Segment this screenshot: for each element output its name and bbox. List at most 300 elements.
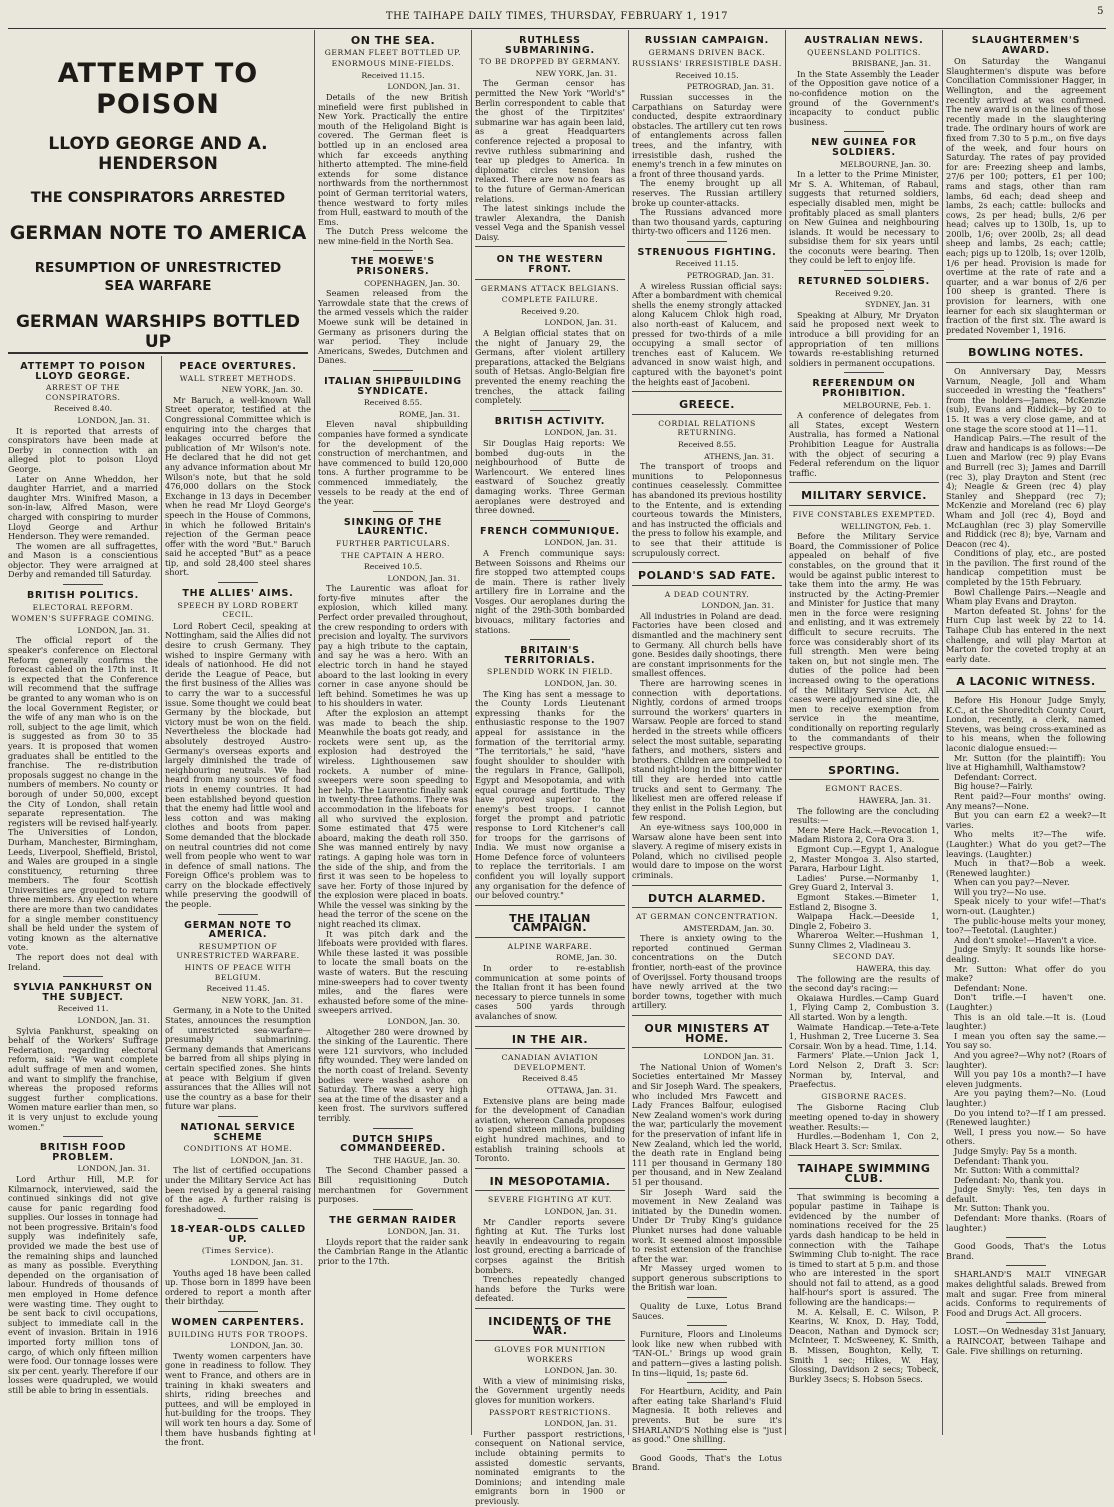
article-paragraph: There is anxiety owing to the reported continued German concentrations on the Dutch frontier, north-east of the province of Overijssel. Forty thousand troops have newly arrived at the two border towns, together with much artillery.	[632, 933, 782, 1011]
divider	[687, 241, 727, 242]
article-paragraph: In the State Assembly the Leader of the Opposition gave notice of a no-confidence motion on the ground of the Government's incapacity to conduct public business.	[789, 68, 939, 127]
subheadline: SEVERE FIGHTING AT KUT.	[487, 1195, 613, 1205]
banner-headlines	[8, 30, 308, 354]
divider	[218, 1311, 258, 1312]
headline: WOMEN CARPENTERS.	[171, 1317, 305, 1329]
column-rule	[628, 30, 629, 1435]
dialogue-line: Will you pay 10s a month?—I have eleven judgments.	[946, 1069, 1106, 1089]
dateline: MELBOURNE, Jan. 30.	[839, 159, 931, 169]
dateline: LONDON, Jan. 30.	[544, 679, 617, 689]
headline: NEW GUINEA FOR SOLDIERS.	[811, 137, 917, 158]
article-paragraph: The Gisborne Racing Club meeting opened to-day in showery weather. Results:—	[789, 1102, 939, 1132]
dialogue-line: The public-house melts your money, too?—Teetotal. (Laughter.)	[946, 915, 1106, 936]
section-box	[789, 757, 939, 781]
headline: STRENUOUS FIGHTING.	[637, 246, 777, 258]
column-rule	[314, 30, 315, 1435]
article-paragraph: The official report of the speaker's conference on Electoral Reform generally confirms the forecast cabled on the 17th inst. It is expected that the Conference will recommend that the suffrage be granted to any woman who is on the local Government Register, or the wife of any man who is on the roll, subject to the age limit, which is suggested as from 30 to 35 years. It is proposed that women graduates shall be entitled to the franchise. The re-distribution proposals suggest no change in the numbers of members. No county or borough of under 50,000, except the City of London, shall retain separate representation. The registers will be revised half-yearly. The Universities of London, Durham, Manchester, Birmingham, Leeds, Liverpool, Sheffield, Bristol, and Wales are grouped in a single constituency, returning three members. The four Scottish Universities are grouped to return three members. Any election where there are more than two candidates for a single member constituency shall be held under the system of voting known as the alternative vote.	[8, 635, 158, 953]
masthead-title: THE TAIHAPE DAILY TIMES, THURSDAY, FEBRUARY 1, 1917	[385, 11, 729, 22]
article-paragraph: Marton defeated St. Johns' for the Hurn Cup last week by 22 to 14. Taihape Club has entered in the next challenge, and will play Marton at Marton for the coveted trophy at an early date.	[946, 605, 1106, 664]
article-paragraph: The German censor has permitted the New York "World's" Berlin correspondent to cable that the ghost of the Tirpitzites' submarine war has again been laid, as a great Headquarters conference rejected a proposal to revive ruthless submarining and tear up pledges to America. In diplomatic circles tension has relaxed. There are now no fears as to the future of German-American relations.	[475, 78, 625, 204]
banner-line-2: LLOYD GEORGE AND A. HENDERSON	[48, 134, 268, 174]
banner-line-7: GERMAN WARSHIPS BOTTLED UP	[15, 312, 301, 352]
divider	[844, 270, 884, 271]
article-paragraph: A French communique says: Between Soissons and Rheims our fire stopped two attempted coups de main. There is rather lively artillery fire in Lorraine and the Vosges. Our aeroplanes during the night of the 29th-30th bombarded bivouacs, military factories and stations.	[475, 547, 625, 635]
section-box	[946, 339, 1106, 363]
article-paragraph: The Russians advanced more than two thousand yards, capturing thirty-two officers and 1126 men.	[632, 207, 782, 237]
dialogue-line: But you can earn £2 a week?—It varies.	[946, 810, 1106, 830]
received-time: Received 9.20.	[520, 306, 580, 316]
article-paragraph: The list of certified occupations under the Military Service Act has been revised by a general raising of the age. A further raising is foreshadowed.	[165, 1165, 311, 1214]
column-3	[318, 30, 468, 1435]
headline: OUR MINISTERS AT HOME.	[644, 1022, 770, 1045]
dialogue-line: Will you try?—No use.	[954, 886, 1047, 897]
headline: DUTCH SHIPS COMMANDEERED.	[340, 1133, 446, 1155]
headline: THE ITALIAN CAMPAIGN.	[509, 911, 591, 935]
headline: SINKING OF THE LAURENTIC.	[343, 516, 443, 538]
dateline: LONDON, Jan. 31.	[77, 1016, 150, 1025]
divider	[687, 1297, 727, 1298]
headline: ITALIAN SHIPBUILDING SYNDICATE.	[324, 376, 462, 397]
page-number: 5	[1097, 6, 1104, 17]
subheadline: GERMANS ATTACK BELGIANS.	[480, 283, 620, 293]
article-paragraph: The National Union of Women's Societies entertained Mr Massey and Sir Joseph Ward. The speakers, who included Mrs Fawcett and Lady Frances Balfour, eulogised New Zealand women's work during the war, particularly the movement for the preservation of infant life in New Zealand, which led the world, the death rate in England being 111 per thousand in Germany 180 per thousand, and in New Zealand 51 per thousand.	[632, 1061, 782, 1187]
race-result: Farmers' Plate.—Union Jack 1, Lord Nelson 2, Draft 3. Scr: Norman by, Interval, and Praefectus.	[789, 1050, 939, 1090]
banner-line-3: THE CONSPIRATORS ARRESTED	[30, 190, 286, 206]
subheadline: PASSPORT RESTRICTIONS.	[488, 1407, 612, 1417]
headline: A LACONIC WITNESS.	[956, 675, 1096, 689]
dateline: NEW YORK, Jan. 31.	[535, 68, 617, 78]
dateline: LONDON, Jan. 31.	[230, 1155, 303, 1165]
dateline: SYDNEY, Jan. 31	[864, 300, 931, 310]
subheadline: CORDIAL RELATIONS RETURNING.	[658, 418, 756, 438]
article-paragraph: That swimming is becoming a popular pastime in Taihape is evidenced by the number of nominations received for the 25 yards dash handicap to be held in connection with the Taihape Swimming Club to-night. The race is timed to start at 5 p.m. and those who are interested in the sport should not fail to attend, as a good half-hour's sport is assured. The following are the handicaps:—	[789, 1191, 939, 1308]
article-paragraph: The report does not deal with Ireland.	[8, 952, 158, 972]
subheadline: EGMONT RACES.	[825, 784, 903, 794]
article-paragraph: Bowl Challenge Pairs.—Neagle and Wham play Evans and Drayton.	[946, 586, 1106, 607]
headline: POLAND'S SAD FATE.	[638, 569, 776, 583]
received-time: Received 10.15.	[675, 70, 739, 80]
dialogue-line: Who melts it?—The wife. (Laughter.) What do you get?—The leavings. (Laughter.)	[946, 829, 1106, 859]
article-paragraph: Before the Military Service Board, the Commissioner of Police appealed on behalf of five constables, on the ground that it would be against public interest to take them into the army. He was instructed by the Acting-Premier and Minister for Justice that many men in the force were resigning and enlisting, and it was extremely difficult to secure recruits. The force was considerably short of its full strength. Men were being taken on, but not single men. The duties of the police had been increased owing to the operations of the Military Service Act. All cases were adjourned sine die, the men to receive exemption from service in the meantime, conditionally on reporting regularly to the commandants of their respective groups.	[789, 531, 939, 753]
dialogue-line: And don't smoke!—Haven't a vice.	[954, 934, 1097, 945]
divider	[373, 1209, 413, 1210]
subheadline: HINTS OF PEACE WITH BELGIUM.	[184, 963, 292, 982]
advertisement: For Heartburn, Acidity, and Pain after eating take Sharland's Fluid Magnesia. It both relieves and prevents. But be sure it's SHARLAND'S Nothing else is "just as good." One shilling.	[632, 1386, 782, 1445]
dateline: AMSTERDAM, Jan. 30.	[683, 923, 774, 933]
headline: SLAUGHTERMEN'S AWARD.	[971, 35, 1081, 56]
subheadline: ARREST OF THE CONSPIRATORS.	[45, 383, 121, 402]
article-paragraph: Germany, in a Note to the United States, announces the resumption of unrestricted sea-warfare—presumably submarining. Germany demands that Americans be barred from all ships plying in certain specified zones. She hints at peace with Belgium if given assurances that the Allies will not use the country as a base for their future war plans.	[165, 1005, 311, 1112]
section-box	[632, 1015, 782, 1048]
dialogue-line: Defendant: No, thank you.	[954, 1174, 1064, 1185]
section-box	[789, 482, 939, 506]
headline: RETURNED SOLDIERS.	[798, 276, 930, 288]
subheadline: SPEECH BY LORD ROBERT CECIL.	[177, 600, 299, 620]
dateline: COPENHAGEN, Jan. 30.	[364, 278, 460, 288]
article-paragraph: A wireless Russian official says: After a bombardment with chemical shells the enemy strongly attacked along Kalucem Chlok high road, also north-east of Kalucem, and pressed for two-thirds of a mile occupying a small sector of trenches east of Kalucem. We advanced in snow waist high, and captured with the bayonet's point the heights east of Jacobeni.	[632, 280, 782, 387]
divider	[373, 1128, 413, 1129]
section-box	[946, 668, 1106, 692]
divider	[530, 639, 570, 640]
divider	[63, 1136, 103, 1137]
race-result: Whareroa Welter.—Hushman 1, Sunny Climes 2, Vladineau 3.	[789, 930, 939, 950]
divider	[530, 410, 570, 411]
article-paragraph: Lord Robert Cecil, speaking at Nottingham, said the Allies did not desire to crush Germany. They wished to inspire Germany with ideals of nationhood. He did not deride the League of Peace, but the first business of the Allies was to carry the war to a successful issue. Some thought we could beat Germany by the blockade, but victory must be won on the field. Nevertheless the blockade had absolutely destroyed Austro-Germany's overseas exports and largely diminished the trade of neighbouring neutrals. We had heard from many sources of food riots in enemy countries. It had been established beyond question that the enemy had little wool and less cotton and was making clothes and boots from paper. Some demanded that the blockade on neutral countries did not come well from people who went to war in defence of small nations. The Foreign Office's problem was to carry on the blockade effectively while preserving the goodwill of the people.	[165, 620, 311, 910]
article-paragraph: It is reported that arrests of conspirators have been made at Derby in connection with an alleged plot to poison Lloyd George.	[8, 425, 158, 474]
dialogue-line: Judge Smyly: Pay 5s a month.	[954, 1145, 1077, 1156]
race-result: Mere Mere Hack.—Revocation 1, Madam Ristora 2, Cora Ora 3.	[789, 824, 939, 845]
headline: THE GERMAN RAIDER	[329, 1214, 457, 1226]
column-7	[946, 30, 1106, 1435]
divider	[63, 584, 103, 585]
received-time: Received 8.45	[522, 1074, 578, 1084]
dialogue-line: Speak nicely to your wife!—That's worn-out. (Laughter.)	[946, 896, 1106, 917]
column-6	[789, 30, 939, 1435]
dateline: LONDON Jan. 31.	[703, 1052, 774, 1062]
dialogue-line: Are you paying them?—No. (Loud laughter.)	[946, 1088, 1106, 1108]
dateline: NEW YORK, Jan. 30.	[221, 385, 303, 395]
headline: ON THE SEA.	[350, 34, 436, 47]
race-result: Egmont Stakes.—Bimeter 1, Estland 2, Bisogne 3.	[789, 891, 939, 912]
race-result: Waipapa Hack.—Deeside 1, Dingle 2, Fobeiro 3.	[789, 911, 939, 931]
article-paragraph: Before His Honour Judge Smyly, K.C., at the Shoreditch County Court, London, recently, a clerk, named Stevens, was being cross-examined as to his means, when the following laconic dialogue ensued:—	[946, 695, 1106, 753]
article-paragraph: On Saturday the Wanganui Slaughtermen's dispute was before Conciliation Commissioner Hagger, in Wellington, and the agreement recently arrived at was confirmed. The new award is on the lines of those recently made in the slaughtering trade. The ordinary hours of work are fixed from 7.30 to 5 p.m., on five days of the week, and four hours on Saturday. The rates of pay provided for are: Freezing sheep and lambs, 27/6 per 100; potters, £1 per 100; rams and stags, other than ram lambs, 6d each; dead sheep and lambs, 2s each; cattle: bullocks and cows, 2s per head; bulls, 2/6 per head; calves up to 130lb, 1s, up to 200lb, 1/6; over 200lb, 2s; all dead sheep and lambs, 2s each; cattle; each; pigs up to 120lb, 1s; over 120lb, 1/6 per head. Provision is made for overtime at the rate of rate and a quarter, and a war bonus of 2/6 per 100 sheep is granted. There is provision for learners, with one learner for each six slaughterman or fraction of the first six. The award is predated November 1, 1916.	[946, 56, 1106, 335]
subheadline: A DEAD COUNTRY.	[664, 589, 750, 599]
article-paragraph: The following are the results of the second day's racing:—	[789, 973, 939, 994]
headline: GREECE.	[679, 398, 735, 412]
headline: THE ALLIES' AIMS.	[182, 588, 294, 600]
dialogue-line: Judge Smyly: Yes, ten days in default.	[946, 1184, 1106, 1204]
dateline: ATHENS, Jan. 31.	[704, 451, 774, 461]
dialogue-line: Rent paid?—Four months' owing. Any means?—None.	[946, 790, 1106, 811]
article-paragraph: M. A. Kelsall, E. C. Wilson, P. Kearins, W. Knox, D. Hay, Todd, Deacon, Nathan and Dymock scr; McInteer, T. McSweeney, K. Smith, B. Missen, Boughton, Kelly, T. Smith 1 sec; Hikes, W. Hay, Glossing, Davidson 2 secs; Tobeck, Burkley 3secs; S. Hobson 5secs.	[789, 1306, 939, 1384]
column-rule	[942, 30, 943, 1435]
dateline: LONDON, Jan. 31.	[387, 82, 460, 92]
divider	[687, 1449, 727, 1450]
dateline: LONDON, Jan. 31.	[77, 415, 150, 425]
received-time: Received 11.45.	[206, 984, 270, 994]
divider	[530, 520, 570, 521]
divider	[373, 250, 413, 251]
race-result: Hurdles.—Bodenham 1, Con 2, Black Heart 3. Scr: Smilax.	[789, 1131, 939, 1151]
column-4	[475, 30, 625, 1506]
dateline: LONDON, Jan. 31.	[544, 428, 617, 438]
divider	[218, 1116, 258, 1117]
divider	[373, 370, 413, 371]
article-paragraph: Details of the new British minefield were first published in New York. Practically the entire mouth of the Heligoland Bight is covered. The German fleet is bottled up in an enclosed area which far exceeds anything hitherto attempted. The mine-field extends for some distance northwards from the northernmost point of German territorial waters, thence westward to forty miles from Hull, eastward to mouth of the Ems.	[318, 91, 468, 227]
article-paragraph: The Laurentic was afloat for forty-five minutes after the explosion, which killed many. Perfect order prevailed throughout, the crew responding to orders with precision and loyalty. The survivors pay a high tribute to the captain, and say he was a hero. With an electric torch in hand he stayed aboard to the last looking in every corner in case anyone should be left behind. Sometimes he was up to his shoulders in water.	[318, 583, 468, 709]
advertisement: Good Goods, That's the Lotus Brand.	[946, 1241, 1106, 1261]
article-paragraph: Eleven naval shipbuilding companies have formed a syndicate for the development of the construction of merchantmen, and have commenced to build 120,000 tons. A further programme to be commenced immediately, the vessels to be ready at the end of the year.	[318, 419, 468, 507]
headline: PEACE OVERTURES.	[179, 361, 297, 372]
article-paragraph: A conference of delegates from all States, except Western Australia, has formed a National Prohibition League for Australia with the object of securing a Federal referendum on the liquor traffic.	[789, 410, 939, 478]
dialogue-line: Mr. Sutton: With a committal?	[954, 1165, 1080, 1176]
article-paragraph: Mr Baruch, a well-known Wall Street operator, testified at the Congressional Committee which is enquiring into the charges that leakages occurred before the publication of Mr Wilson's note. He declared that he did not get any advance information about Mr Wilson's note, but that he sold 476,000 dollars on the Stock Exchange in 13 days in December when he read Mr Lloyd George's speech in the House of Commons, in which he followed Britain's rejection of the German peace offer with the word "But." Baruch said he accepted "But" as a peace tip, and sold 28,400 steel shares short.	[165, 394, 311, 578]
section-box	[632, 562, 782, 586]
article-paragraph: Altogether 280 were drowned by the sinking of the Laurentic. There were 121 survivors, who included fifty wounded. They were landed on the north coast of Ireland. Seventy bodies were washed ashore on Saturday. There was a very high sea at the time of the disaster and a keen frost. The survivors suffered terribly.	[318, 1026, 468, 1123]
subheadline: BUILDING HUTS FOR TROOPS.	[167, 1329, 309, 1339]
article-paragraph: In order to re-establish communication at some points of the Italian front it has been found necessary to pierce tunnels in some cases 500 yards through avalanches of snow.	[475, 963, 625, 1022]
headline: BOWLING NOTES.	[968, 346, 1084, 360]
subheadline: WALL STREET METHODS.	[179, 373, 297, 383]
divider	[687, 1325, 727, 1326]
article-paragraph: It was pitch dark and the lifeboats were provided with flares. While these lasted it was possible to locate the small boats on the waste of waters. But the rescuing mine-sweepers had to cover twenty miles, and the flares were exhausted before some of the mine-sweepers arrived.	[318, 928, 468, 1016]
headline: AUSTRALIAN NEWS.	[804, 35, 924, 46]
received-time: Received 8.40.	[53, 404, 113, 414]
race-result: Egmont Cup.—Egypt 1, Analogue 2, Master Mongoa 3. Also started, Parara, Harbour Light.	[789, 843, 939, 874]
dialogue-line: Defendant: Correct.	[954, 771, 1037, 782]
article-paragraph: The enemy brought up all reserves. The Russian artillery broke up counter-attacks.	[632, 178, 782, 208]
subheadline: ALPINE WARFARE.	[507, 941, 593, 951]
subheadline: SECOND DAY.	[832, 952, 896, 962]
classified-notice: LOST.—On Wednesday 31st January, a RAINCOAT, between Taihape and Gale. Five shillings on returning.	[946, 1326, 1106, 1356]
dateline: ROME, Jan. 30.	[555, 953, 617, 963]
subheadline: SPLENDID WORK IN FIELD.	[487, 667, 613, 677]
article-paragraph: Mr Candler reports severe fighting at Kut. The Turks lost heavily in endeavouring to regain lost ground, erecting a barricade of corpses against the British bombers.	[475, 1216, 625, 1275]
divider	[844, 372, 884, 373]
article-paragraph: There are harrowing scenes in connection with deportations. Nightly, cordons of armed troops surround the workers' quarters in Warsaw. People are forced to stand herded in the streets while officers select the most suitable, separating fathers, and mothers, sisters and brothers. Children are compelled to stand night-long in the bitter winter till they are herded into cattle trucks and sent to Germany. The likeliest men are offered release if they enlist in the Polish Legion, but few respond.	[632, 678, 782, 823]
subheadline: GISBORNE RACES.	[821, 1091, 907, 1101]
subheadline: CANADIAN AVIATION DEVELOPMENT.	[501, 1053, 599, 1072]
article-paragraph: Further passport restrictions, consequent on National service, include obtaining permits to assisted domestic servants, nominated emigrants to the Dominions; and intending male emigrants born in 1900 or previously.	[475, 1428, 625, 1506]
subheadline: FURTHER PARTICULARS.	[336, 538, 450, 548]
advertisement: Quality de Luxe, Lotus Brand Sauces.	[632, 1301, 782, 1321]
dialogue-line: When can you pay?—Never.	[954, 877, 1070, 888]
column-rule	[785, 30, 786, 1435]
dateline: ROME, Jan. 31.	[398, 409, 460, 419]
article-paragraph: Handicap Pairs.—The result of the draw and handicaps is as follows:—De Luen and Marlow (rec 9) play Evans and Burrell (rec 3); James and Darrill (rec 3), play Drayton and Stent (rec 4); Neagle & Green (rec 4) play Stanley and Sheppard (rec 7); McKenzie and Moreland (rec 6) play Wham and Joll (rec 4), Boyd and McLaughlan (rec 3) play Somerville and Riddick (rec 8); bye, Varnam and Deacon (rec 4).	[946, 433, 1106, 549]
headline: BRITAIN'S TERRITORIALS.	[504, 645, 596, 666]
section-box	[475, 1026, 625, 1050]
dateline: NEW YORK, Jan. 31.	[221, 995, 303, 1005]
dialogue-line: Mr. Sutton: Thank you.	[954, 1203, 1050, 1214]
article-paragraph: Sylvia Pankhurst, speaking on behalf of the Workers' Suffrage Federation, regarding electoral reform, said: "We want complete adult suffrage of men and women, and want to simplify the franchise, whereas the proposed reforms suggest further complications. Women mature earlier than men, so it is very unjust to exclude young women."	[8, 1025, 158, 1132]
article-paragraph: The latest sinkings include the trawler Alexandra, the Danish vessel Vega and the Spanish vessel Daisy.	[475, 203, 625, 242]
advertisement: Furniture, Floors and Linoleums look like new when rubbed with 'TAN-OL.' Brings up wood grain and pattern—gives a lasting polish. In tins—liquid, 1s; paste 6d.	[632, 1329, 782, 1378]
column-2	[165, 356, 311, 1448]
subheadline: AT GERMAN CONCENTRATION.	[636, 912, 778, 922]
article-paragraph: A Belgian official states that on the night of January 29, the Germans, after violent artillery preparations, attacked the Belgians south of Hetsas. Anglo-Belgian fire prevented the enemy reaching the trenches, the attack failing completely.	[475, 328, 625, 406]
dialogue-line: And you agree?—Why not? (Roars of laughter).	[946, 1049, 1107, 1070]
headline: RUSSIAN CAMPAIGN.	[644, 35, 770, 46]
subheadline: GERMAN FLEET BOTTLED UP.	[324, 47, 462, 57]
dialogue-line: Do you intend to?—If I am pressed. (Renewed laughter.)	[946, 1107, 1106, 1128]
article-paragraph: Sir Joseph Ward said the movement in New Zealand was initiated by the Dunedin women. Under Dr Truby King's guidance Plunket nurses had done valuable work. It seemed almost impossible to resist extension of the franchise after the war.	[632, 1186, 782, 1264]
received-time: Received 11.15.	[361, 70, 425, 80]
dateline: LONDON, Jan. 30.	[387, 1017, 460, 1026]
headline: MILITARY SERVICE.	[801, 489, 927, 503]
headline: FRENCH COMMUNIQUE.	[480, 525, 620, 537]
dialogue-line: Well, I press you now.— So have others.	[946, 1126, 1106, 1147]
dateline: LONDON, Jan. 30.	[230, 1341, 303, 1351]
headline: SPORTING.	[828, 763, 900, 777]
dateline: THE HAGUE, Jan. 30.	[373, 1155, 460, 1165]
dateline: LONDON, Jan. 31.	[77, 625, 150, 635]
section-box	[475, 905, 625, 938]
column-rule	[161, 356, 162, 1436]
dateline: BRISBANE, Jan. 31.	[851, 59, 931, 69]
article-paragraph: The Dutch Press welcome the new mine-field in the North Sea.	[318, 226, 468, 246]
subheadline: RUSSIANS' IRRESISTIBLE DASH.	[632, 59, 782, 69]
section-box	[632, 391, 782, 415]
dialogue-line: Much in that?—Bob a week. (Renewed laughter.)	[946, 858, 1106, 878]
headline: THE MOEWE'S PRISONERS.	[351, 256, 435, 278]
headline: DUTCH ALARMED.	[648, 891, 766, 905]
article-paragraph: On Anniversary Day, Messrs Varnum, Neagle, Joll and Wham succeeded in wresting the "feathers" from the holders—James, McKenzie (sub), Evans and Riddick—by 20 to 15. It was a very close game, and at one stage the score stood at 11—11.	[946, 366, 1106, 434]
received-time: Received 11.	[57, 1004, 109, 1014]
dateline: LONDON, Jan. 31.	[77, 1164, 150, 1174]
section-box	[475, 246, 625, 279]
headline: SYLVIA PANKHURST ON THE SUBJECT.	[13, 982, 153, 1003]
headline: IN THE AIR.	[511, 1032, 589, 1046]
headline: TAIHAPE SWIMMING CLUB.	[797, 1162, 931, 1185]
dialogue-line: This is an old tale.—It is. (Loud laughter.)	[946, 1011, 1106, 1032]
dateline: WELLINGTON, Feb. 1.	[840, 521, 931, 531]
article-paragraph: Seamen released from the Yarrowdale state that the crews of the armed vessels which the raider Moewe sunk will be detained in Germany as prisoners during the war period. They include Americans, Swedes, Dutchmen and Danes.	[318, 288, 468, 366]
headline: BRITISH POLITICS.	[26, 590, 140, 602]
section-box	[475, 1168, 625, 1192]
race-result: Okaiawa Hurdles.—Camp Guard 1, Flying Camp 2, Combustion 3. All started. Won by a length.	[789, 992, 939, 1023]
section-box	[475, 1308, 625, 1341]
received-time: Received 8.55.	[677, 439, 737, 449]
dateline: PETROGRAD, Jan. 31.	[686, 82, 774, 92]
received-time: Received 8.55.	[363, 398, 423, 408]
dialogue-line: Big house?—Fairly.	[954, 781, 1033, 792]
divider	[687, 1382, 727, 1383]
article-paragraph: Twenty women carpenters have gone in readiness to follow. They went to France, and others are in training in khaki sweaters and shirts, riding breeches and puttees, and will be employed in hut-building for the troops. They will work ten hours a day. Some of them have husbands fighting at the front.	[165, 1350, 311, 1448]
dateline: OTTAWA, Jan. 31.	[546, 1086, 617, 1095]
headline: GERMAN NOTE TO AMERICA.	[184, 919, 292, 941]
dateline: LONDON, Jan. 31.	[544, 1419, 617, 1429]
dateline: LONDON, Jan. 31.	[387, 1227, 460, 1237]
banner-line-5: RESUMPTION OF UNRESTRICTED	[34, 260, 282, 276]
dateline: MELBOURNE, Feb. 1.	[842, 400, 931, 410]
subheadline: GERMANS DRIVEN BACK.	[648, 47, 766, 57]
divider	[218, 1218, 258, 1219]
article-paragraph: Lloyds report that the raider sank the Cambrian Range in the Atlantic prior to the 17th.	[318, 1236, 468, 1267]
masthead	[8, 4, 1106, 29]
subheadline: WOMEN'S SUFFRAGE COMING.	[11, 614, 155, 624]
headline: BRITISH ACTIVITY.	[494, 415, 606, 427]
article-paragraph: In a letter to the Prime Minister, Mr S. A. Whiteman, of Rabaul, suggests that returned soldiers, especially disabled men, might be profitably placed as small planters on New Guinea and neighbouring islands. It would be necessary to subsidise them for six years until the coconuts were bearing. Then they could be left to enjoy life.	[789, 169, 939, 266]
article-paragraph: Youths aged 18 have been called up. Those born in 1899 have been ordered to report a month after their birthday.	[165, 1267, 311, 1307]
article-paragraph: The King has sent a message to the County Lords Lieutenant expressing thanks for the enthusiastic response to the 1907 appeal for assistance in the formation of the territorial army. "The territorials," he said, "have fought shoulder to shoulder with the regulars in France, Gallipoli, Egypt and Mesopotamia, and with equal courage and fortitude. They have proved superior to the enemy's best troops. I cannot forget the prompt and patriotic response to Lord Kitchener's call for troops for the garrisons of India. We must now organise a Home Defence force of volunteers to replace the territorials. I am confident you will loyally support any organisation for the defence of our beloved country."	[475, 688, 625, 901]
dialogue-line: Don't trifle.—I haven't one. (Laughter.)	[946, 992, 1106, 1012]
advertisement: SHARLAND'S MALT VINEGAR makes delightful salads. Brewed from malt and sugar. Free from mineral acids. Conforms to requirements of Food and Drugs Act. All grocers.	[946, 1269, 1106, 1318]
dialogue-line: Mr. Sutton (for the plaintiff): You live at Highamhill, Walthamstow?	[946, 752, 1106, 773]
subheadline: COMPLETE FAILURE.	[501, 295, 599, 305]
article-paragraph: The following are the concluding results:—	[789, 805, 939, 826]
subheadline: ENORMOUS MINE-FIELDS.	[331, 59, 455, 69]
article-paragraph: Extensive plans are being made for the development of Canadian aviation, whereon Canada proposes to spend sixteen millions, building eight hundred machines, and to establish training schools at Toronto.	[475, 1095, 625, 1164]
article-paragraph: The transport of troops and munitions to Peloponnesus continues ceaselessly. Committee has abandoned its previous hostility to the Entente, and is extending courteous towards the Ministers, and has instructed the officials and the press to follow his example, and to see that their attitude is scrupulously correct.	[632, 461, 782, 558]
divider	[218, 582, 258, 583]
dateline: LONDON, Jan. 31.	[701, 601, 774, 611]
article-paragraph: All industries in Poland are dead. Factories have been closed and dismantled and the machinery sent to Germany. All church bells have gone. Besides daily shootings, there are constant imprisonments for the smallest offences.	[632, 610, 782, 679]
dateline: PETROGRAD, Jan. 31.	[686, 271, 774, 281]
dialogue-line: Defendant: None.	[954, 982, 1028, 993]
dateline: LONDON, Jan. 31.	[387, 573, 460, 583]
column-rule	[471, 30, 472, 1435]
received-time: Received 10.5.	[363, 562, 423, 572]
banner-line-1: ATTEMPT TO POISON	[57, 58, 259, 120]
divider	[218, 914, 258, 915]
divider	[1006, 1237, 1046, 1238]
dateline: LONDON, Jan. 31.	[230, 1258, 303, 1268]
article-paragraph: Speaking at Albury, Mr Dryaton said he proposed next week to introduce a bill providing for an appropriation of ten millions towards re-establishing returned soldiers in permanent occupations.	[789, 309, 939, 368]
article-paragraph: After the explosion an attempt was made to beach the ship. Meanwhile the boats got ready, and rockets were sent up, as the explosion had destroyed the wireless. Lighthousemen saw rockets. A number of mine-sweepers were soon speeding to her help. The Laurentic finally sank in twenty-three fathoms. There was accommodation in the lifeboats for all who survived the explosion. Some estimated that 475 were aboard, making the death roll 350. She was manned entirely by navy ratings. A gaping hole was torn in the side of the ship, and from the first it was seen to be hopeless to save her. Forty of those injured by the explosion were placed in boats. While the vessel was sinking by the head the terror of the scene on the night reached its climax.	[318, 708, 468, 930]
headline: ATTEMPT TO POISON LLOYD GEORGE.	[20, 361, 146, 382]
banner-line-6: SEA WARFARE	[104, 278, 212, 294]
subheadline: FIVE CONSTABLES EXEMPTED.	[792, 509, 936, 519]
column-5	[632, 30, 782, 1473]
article-paragraph: An eye-witness says 100,000 in Warsaw alone have been sent into slavery. A regime of misery exists in Poland, which no civilised people would dare to impose on the worst criminals.	[632, 821, 782, 880]
subheadline: RESUMPTION OF UNRESTRICTED WARFARE.	[176, 941, 300, 961]
article-paragraph: Mr Massey urged women to support generous subscriptions to the British war loan.	[632, 1263, 782, 1293]
article-paragraph: Later on Anne Wheddon, her daughter Harriet, and a married daughter Mrs. Winifred Mason, a son-in-law, Alfred Mason, were charged with conspiring to murder Lloyd George and Arthur Henderson. They were remanded.	[8, 473, 158, 542]
dialogue-line: Mr. Sutton: What offer do you make?	[946, 963, 1106, 984]
section-box	[789, 1155, 939, 1188]
advertisement: Good Goods, That's the Lotus Brand.	[632, 1452, 782, 1473]
article-paragraph: Sir Douglas Haig reports: We bombed dug-outs in the neighbourhood of Butte de Warlencourt. We entered lines eastward of Souchez greatly damaging works. Three German aeroplanes were destroyed and three downed.	[475, 437, 625, 516]
race-result: Waimate Handicap.—Tete-a-Tete 1, Hushman 2, Tree Lucerne 3. Sea Corsair. Won by a head. Time, 1.14.	[789, 1021, 939, 1051]
received-time: Received 11.15.	[675, 259, 739, 269]
dialogue-line: I mean you often say the same.—You say so.	[946, 1030, 1106, 1051]
subheadline: GLOVES FOR MUNITION WORKERS	[494, 1345, 606, 1364]
dateline: LONDON, Jan. 31.	[544, 538, 617, 548]
headline: NATIONAL SERVICE SCHEME	[180, 1121, 296, 1143]
article-paragraph: The Second Chamber passed a Bill requisitioning Dutch merchantmen for Government purposes.	[318, 1165, 468, 1205]
dialogue-line: Defendant: More thanks. (Roars of laughter.)	[946, 1213, 1106, 1233]
headline: RUTHLESS SUBMARINING.	[505, 35, 595, 56]
dateline: LONDON, Jan. 31.	[544, 318, 617, 328]
section-box	[632, 885, 782, 909]
column-1	[8, 356, 158, 1436]
headline: ON THE WESTERN FRONT.	[496, 254, 604, 276]
divider	[63, 976, 103, 977]
article-paragraph: The women are all suffragettes, and Mason is a conscientious objector. They were arraigned at Derby and remanded till Saturday.	[8, 540, 158, 580]
headline: INCIDENTS OF THE WAR.	[488, 1314, 612, 1338]
subheadline: CONDITIONS AT HOME.	[183, 1144, 293, 1154]
headline: REFERENDUM ON PROHIBITION.	[812, 378, 916, 399]
subheadline: QUEENSLAND POLITICS.	[807, 47, 921, 57]
article-paragraph: Russian successes in the Carpathians on Saturday were conducted, despite extraordinary obstacles. The artillery cut ten rows of entanglements across fallen trees, and the infantry, with irresistible dash, rushed the enemy's trench in a few minutes on a front of three thousand yards.	[632, 91, 782, 179]
subheadline: THE CAPTAIN A HERO.	[341, 550, 445, 560]
article-paragraph: Conditions of play, etc., are posted in the pavilion. The first round of the handicap competition must be completed by the 15th February.	[946, 548, 1106, 588]
dateline: HAWERA, Jan. 31.	[858, 795, 931, 805]
divider	[373, 511, 413, 512]
subheadline: TO BE DROPPED BY GERMANY.	[479, 57, 621, 67]
dialogue-line: Judge Smyly: It sounds like horse-dealing.	[946, 944, 1106, 965]
article-paragraph: Trenches repeatedly changed hands before the Turks were defeated.	[475, 1274, 625, 1304]
headline: BRITISH FOOD PROBLEM.	[39, 1142, 127, 1163]
divider	[1006, 1322, 1046, 1323]
article-paragraph: Lord Arthur Hill, M.P. for Kilmarnock, interviewed, said the continued sinkings did not give cause for panic regarding food supplies. Our losses in tonnage had not been progressive. Britain's food supply was indefinitely safe, provided we made the best use of the remaining ships and launched as many as possible. Everything depended on the organisation of labour. Hundreds of thousands of men employed in Home defence were wasting time. They ought to be sent back to civil occupations, subject to immediate call in the event of invasion. Britain in 1916 imported forty million tons of cargo, of which only fifteen million were food. Our tonnage losses were six per cent. yearly. Therefore if our losses were quadrupled, we would still be able to bring in essentials.	[8, 1173, 158, 1395]
dialogue-line: Defendant: Thank you.	[954, 1155, 1049, 1166]
divider	[844, 131, 884, 132]
dateline: LONDON, Jan. 30.	[544, 1366, 617, 1376]
dateline: HAWERA, this day.	[856, 964, 931, 974]
headline: IN MESOPOTAMIA.	[489, 1174, 611, 1188]
subheadline: (Times Service).	[201, 1246, 275, 1256]
headline: 18-YEAR-OLDS CALLED UP.	[170, 1224, 306, 1245]
race-result: Ladies' Purse.—Normanby 1, Grey Guard 2, Interval 3.	[789, 872, 939, 893]
banner-line-4: GERMAN NOTE TO AMERICA	[9, 222, 307, 244]
received-time: Received 9.20.	[834, 288, 894, 298]
divider	[1006, 1265, 1046, 1266]
subheadline: ELECTORAL REFORM.	[32, 602, 134, 612]
dateline: LONDON, Jan. 31.	[544, 1206, 617, 1216]
